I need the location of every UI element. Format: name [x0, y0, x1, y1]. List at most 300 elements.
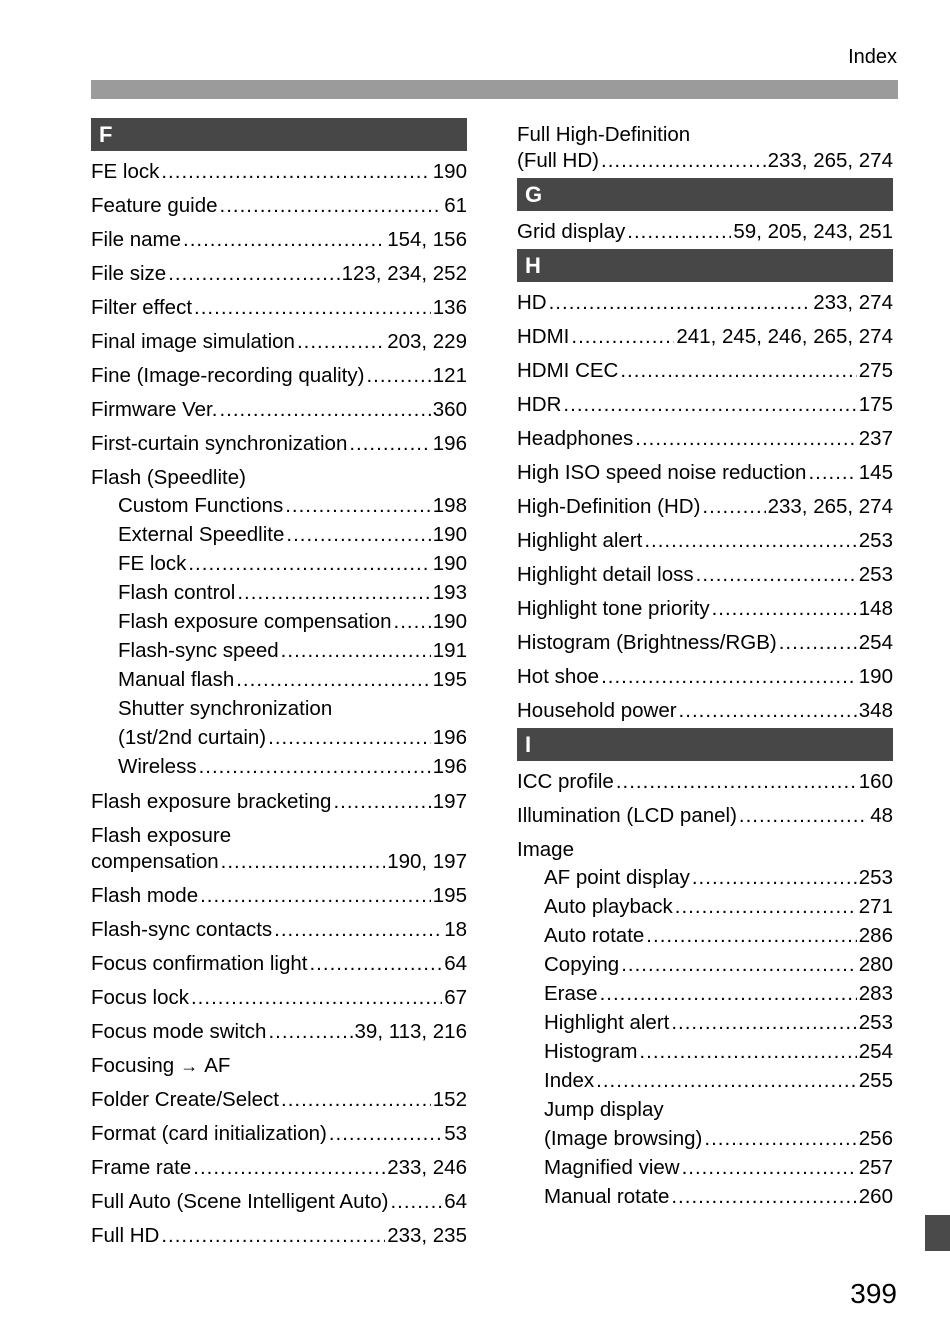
entry-pages: 196 — [432, 432, 467, 455]
index-subentry — [517, 921, 893, 950]
entry-pages: 275 — [858, 359, 893, 382]
index-entry — [517, 215, 893, 249]
see-target: AF — [204, 1054, 231, 1077]
leader-dots — [297, 329, 385, 355]
entry-label: (1st/2nd curtain) — [118, 726, 267, 749]
entry-pages: 190 — [432, 523, 467, 546]
index-entry — [517, 286, 893, 320]
index-entry — [517, 490, 893, 524]
entry-label: Auto rotate — [544, 924, 645, 947]
entry-label: Focus confirmation light — [91, 952, 308, 975]
entry-pages: 190 — [432, 552, 467, 575]
entry-pages: 152 — [432, 1088, 467, 1111]
index-subentry — [517, 892, 893, 921]
entry-pages: 348 — [858, 699, 893, 722]
leader-dots — [601, 148, 766, 174]
index-line — [517, 358, 893, 384]
index-entry — [517, 422, 893, 456]
entry-label: File size — [91, 262, 167, 285]
index-line — [91, 917, 467, 943]
leader-dots — [366, 363, 430, 389]
leader-dots — [281, 636, 431, 665]
index-subentry — [91, 520, 467, 549]
leader-dots — [221, 849, 386, 875]
leader-dots — [349, 431, 430, 457]
index-line — [118, 549, 467, 578]
index-line — [91, 1121, 467, 1147]
index-line — [91, 1019, 467, 1045]
entry-label: Focusing — [91, 1054, 175, 1077]
entry-label: Index — [544, 1069, 595, 1092]
entry-pages: 196 — [432, 726, 467, 749]
leader-dots — [675, 892, 857, 921]
index-line — [91, 159, 467, 185]
leader-dots — [808, 460, 856, 486]
entry-label: Full Auto (Scene Intelligent Auto) — [91, 1190, 389, 1213]
index-entry — [517, 320, 893, 354]
entry-pages: 286 — [858, 924, 893, 947]
index-entry — [91, 1015, 467, 1049]
index-line — [517, 460, 893, 486]
entry-label: Focus lock — [91, 986, 189, 1009]
entry-pages: 148 — [858, 597, 893, 620]
index-line — [91, 329, 467, 355]
leader-dots — [285, 491, 431, 520]
index-entry — [517, 694, 893, 728]
index-line — [91, 295, 467, 321]
index-line — [91, 1155, 467, 1181]
entry-pages: 195 — [432, 884, 467, 907]
entry-label: Final image simulation — [91, 330, 295, 353]
entry-label: External Speedlite — [118, 523, 285, 546]
index-line — [544, 1153, 893, 1182]
index-line — [517, 392, 893, 418]
index-entry — [517, 592, 893, 626]
index-subentry — [91, 665, 467, 694]
entry-label: HDR — [517, 393, 562, 416]
entry-pages: 190 — [858, 665, 893, 688]
index-line — [517, 837, 893, 863]
entry-pages: 197 — [432, 790, 467, 813]
index-line — [118, 607, 467, 636]
entry-label: Headphones — [517, 427, 634, 450]
index-line — [544, 950, 893, 979]
index-entry — [91, 325, 467, 359]
entry-label: Erase — [544, 982, 598, 1005]
index-entry — [91, 879, 467, 913]
index-entry — [91, 393, 467, 427]
entry-label: Household power — [517, 699, 677, 722]
index-subentry — [91, 578, 467, 607]
leader-dots — [571, 324, 674, 350]
entry-label: Firmware Ver. — [91, 398, 218, 421]
entry-label: Highlight alert — [544, 1011, 670, 1034]
index-entry — [517, 524, 893, 558]
leader-dots — [333, 789, 430, 815]
index-group — [91, 461, 467, 785]
entry-pages: 233, 274 — [813, 291, 893, 314]
entry-pages: 233, 246 — [387, 1156, 467, 1179]
index-line — [544, 979, 893, 1008]
leader-dots — [596, 1066, 857, 1095]
leader-dots — [671, 1182, 856, 1211]
index-line — [118, 578, 467, 607]
leader-dots — [696, 562, 857, 588]
entry-label: Shutter synchronization — [118, 697, 333, 720]
entry-pages: 175 — [858, 393, 893, 416]
index-line — [517, 769, 893, 795]
leader-dots — [644, 528, 856, 554]
entry-pages: 190 — [432, 610, 467, 633]
leader-dots — [704, 1124, 856, 1153]
index-line — [118, 520, 467, 549]
entry-pages: 255 — [858, 1069, 893, 1092]
index-line — [544, 1008, 893, 1037]
index-line — [91, 261, 467, 287]
leader-dots — [394, 607, 431, 636]
index-entry — [517, 765, 893, 799]
index-subentry — [91, 752, 467, 781]
entry-label: HD — [517, 291, 547, 314]
entry-label: Feature guide — [91, 194, 218, 217]
index-line — [91, 951, 467, 977]
index-entry-see — [91, 1049, 467, 1083]
entry-label: Full HD — [91, 1224, 160, 1247]
index-line — [517, 698, 893, 724]
index-line — [544, 1124, 893, 1153]
index-subentry — [91, 694, 467, 752]
leader-dots — [183, 227, 385, 253]
leader-dots — [621, 950, 857, 979]
index-subentry — [91, 607, 467, 636]
index-entry — [517, 354, 893, 388]
index-line — [544, 1066, 893, 1095]
header-rule — [91, 80, 898, 99]
letter-heading: H — [517, 249, 893, 282]
index-column-right — [517, 118, 893, 1215]
entry-pages: 48 — [870, 804, 893, 827]
leader-dots — [682, 1153, 857, 1182]
leader-dots — [646, 921, 856, 950]
entry-label: Flash mode — [91, 884, 199, 907]
leader-dots — [600, 979, 857, 1008]
entry-pages: 64 — [444, 952, 467, 975]
entry-label: First-curtain synchronization — [91, 432, 348, 455]
leader-dots — [712, 596, 857, 622]
entry-label: Auto playback — [544, 895, 673, 918]
index-line — [517, 219, 893, 245]
index-entry — [517, 660, 893, 694]
leader-dots — [390, 1189, 442, 1215]
index-entry — [91, 427, 467, 461]
index-line — [91, 1223, 467, 1249]
index-subentry — [517, 1153, 893, 1182]
entry-pages: 154, 156 — [387, 228, 467, 251]
index-entry — [91, 1151, 467, 1185]
entry-label: FE lock — [91, 160, 160, 183]
index-line — [517, 630, 893, 656]
entry-pages: 145 — [858, 461, 893, 484]
entry-pages: 193 — [432, 581, 467, 604]
entry-label: compensation — [91, 850, 219, 873]
entry-label: Flash (Speedlite) — [91, 466, 246, 489]
index-line — [91, 823, 467, 849]
entry-label: AF point display — [544, 866, 690, 889]
index-line — [91, 1189, 467, 1215]
index-line — [118, 491, 467, 520]
index-line — [91, 363, 467, 389]
leader-dots — [616, 769, 857, 795]
index-entry — [91, 981, 467, 1015]
entry-label: Grid display — [517, 220, 626, 243]
entry-label: Copying — [544, 953, 620, 976]
index-line — [517, 562, 893, 588]
index-line — [91, 883, 467, 909]
index-line — [91, 1053, 467, 1079]
entry-label: (Full HD) — [517, 149, 599, 172]
index-line — [91, 849, 467, 875]
index-line — [517, 148, 893, 174]
entry-pages: 257 — [858, 1156, 893, 1179]
index-line — [118, 694, 467, 723]
index-entry — [517, 799, 893, 833]
entry-pages: 39, 113, 216 — [354, 1020, 467, 1043]
leader-dots — [188, 549, 430, 578]
leader-dots — [779, 630, 857, 656]
index-line — [517, 528, 893, 554]
leader-dots — [200, 883, 431, 909]
entry-label: Highlight alert — [517, 529, 643, 552]
leader-dots — [620, 358, 856, 384]
leader-dots — [329, 1121, 442, 1147]
leader-dots — [199, 752, 431, 781]
leader-dots — [219, 397, 430, 423]
index-entry — [91, 1219, 467, 1253]
leader-dots — [193, 1155, 385, 1181]
entry-pages: 203, 229 — [387, 330, 467, 353]
index-entry — [517, 558, 893, 592]
entry-pages: 18 — [444, 918, 467, 941]
entry-pages: 254 — [858, 1040, 893, 1063]
index-line — [118, 752, 467, 781]
leader-dots — [635, 426, 857, 452]
index-subentry — [91, 549, 467, 578]
index-line — [544, 1182, 893, 1211]
index-subentry — [91, 491, 467, 520]
index-line — [517, 596, 893, 622]
index-entry — [517, 456, 893, 490]
index-line — [517, 803, 893, 829]
entry-pages: 61 — [444, 194, 467, 217]
entry-pages: 237 — [858, 427, 893, 450]
index-subentry — [517, 1037, 893, 1066]
leader-dots — [286, 520, 430, 549]
index-entry — [91, 819, 467, 879]
index-line — [544, 863, 893, 892]
index-line — [91, 1087, 467, 1113]
entry-label: Flash-sync speed — [118, 639, 279, 662]
index-line — [517, 494, 893, 520]
leader-dots — [692, 863, 857, 892]
leader-dots — [237, 578, 430, 607]
entry-pages: 233, 265, 274 — [767, 149, 893, 172]
letter-heading: I — [517, 728, 893, 761]
entry-label: Frame rate — [91, 1156, 192, 1179]
letter-heading: F — [91, 118, 467, 151]
index-line — [118, 723, 467, 752]
entry-label: Manual flash — [118, 668, 235, 691]
entry-label: Flash exposure bracketing — [91, 790, 332, 813]
leader-dots — [563, 392, 856, 418]
index-line — [91, 397, 467, 423]
index-entry — [91, 291, 467, 325]
leader-dots — [268, 1019, 352, 1045]
entry-pages: 233, 265, 274 — [767, 495, 893, 518]
entry-pages: 123, 234, 252 — [341, 262, 467, 285]
entry-pages: 280 — [858, 953, 893, 976]
entry-pages: 253 — [858, 1011, 893, 1034]
index-entry — [91, 947, 467, 981]
entry-label: Full High-Definition — [517, 123, 691, 146]
entry-label: Wireless — [118, 755, 197, 778]
leader-dots — [220, 193, 443, 219]
entry-label: Fine (Image-recording quality) — [91, 364, 365, 387]
entry-label: Magnified view — [544, 1156, 680, 1179]
leader-dots — [601, 664, 857, 690]
index-line — [517, 664, 893, 690]
index-group — [517, 833, 893, 1215]
entry-pages: 253 — [858, 866, 893, 889]
letter-heading: G — [517, 178, 893, 211]
entry-label: Hot shoe — [517, 665, 600, 688]
leader-dots — [739, 803, 868, 829]
entry-pages: 233, 235 — [387, 1224, 467, 1247]
entry-label: (Image browsing) — [544, 1127, 703, 1150]
entry-label: Focus mode switch — [91, 1020, 267, 1043]
entry-pages: 59, 205, 243, 251 — [733, 220, 893, 243]
leader-dots — [191, 985, 442, 1011]
entry-pages: 53 — [444, 1122, 467, 1145]
entry-label: ICC profile — [517, 770, 614, 793]
section-header: Index — [848, 46, 897, 68]
leader-dots — [268, 723, 431, 752]
index-column-left — [91, 118, 467, 1253]
leader-dots — [702, 494, 765, 520]
leader-dots — [671, 1008, 856, 1037]
index-entry — [91, 359, 467, 393]
index-entry — [91, 223, 467, 257]
index-line — [544, 1037, 893, 1066]
entry-pages: 271 — [858, 895, 893, 918]
index-subentry — [517, 1008, 893, 1037]
entry-pages: 253 — [858, 563, 893, 586]
index-line — [91, 431, 467, 457]
index-entry — [91, 1083, 467, 1117]
index-entry — [91, 189, 467, 223]
entry-pages: 64 — [444, 1190, 467, 1213]
entry-label: Folder Create/Select — [91, 1088, 280, 1111]
index-line — [91, 227, 467, 253]
entry-label: Flash control — [118, 581, 236, 604]
entry-label: Illumination (LCD panel) — [517, 804, 737, 827]
index-line — [517, 324, 893, 350]
index-subentry — [91, 636, 467, 665]
index-entry — [91, 913, 467, 947]
entry-pages: 260 — [858, 1185, 893, 1208]
index-entry — [91, 1117, 467, 1151]
entry-label: Highlight tone priority — [517, 597, 710, 620]
entry-label: Image — [517, 838, 574, 861]
page-number: 399 — [850, 1278, 897, 1309]
entry-label: Flash exposure — [91, 824, 232, 847]
leader-dots — [168, 261, 339, 287]
leader-dots — [236, 665, 431, 694]
index-entry — [91, 257, 467, 291]
entry-label: High-Definition (HD) — [517, 495, 701, 518]
index-entry — [517, 626, 893, 660]
entry-pages: 360 — [432, 398, 467, 421]
index-subentry — [517, 1066, 893, 1095]
leader-dots — [161, 1223, 385, 1249]
index-entry — [517, 118, 893, 178]
entry-label: Highlight detail loss — [517, 563, 694, 586]
leader-dots — [281, 1087, 431, 1113]
entry-label: Manual rotate — [544, 1185, 670, 1208]
entry-label: High ISO speed noise reduction — [517, 461, 807, 484]
leader-dots — [679, 698, 857, 724]
index-line — [91, 789, 467, 815]
index-entry — [517, 388, 893, 422]
see-arrow-icon: → — [180, 1056, 199, 1076]
entry-label: Histogram (Brightness/RGB) — [517, 631, 777, 654]
entry-label: Format (card initialization) — [91, 1122, 327, 1145]
index-line — [544, 921, 893, 950]
index-line — [118, 665, 467, 694]
entry-label: FE lock — [118, 552, 187, 575]
entry-pages: 160 — [858, 770, 893, 793]
index-line — [517, 426, 893, 452]
leader-dots — [639, 1037, 856, 1066]
index-line — [118, 636, 467, 665]
leader-dots — [274, 917, 442, 943]
index-subentry — [517, 950, 893, 979]
leader-dots — [549, 290, 812, 316]
index-subentry — [517, 1182, 893, 1211]
entry-label: File name — [91, 228, 182, 251]
entry-label: Histogram — [544, 1040, 638, 1063]
index-entry — [91, 785, 467, 819]
entry-pages: 195 — [432, 668, 467, 691]
index-line — [544, 1095, 893, 1124]
index-line — [544, 892, 893, 921]
entry-pages: 67 — [444, 986, 467, 1009]
entry-pages: 191 — [432, 639, 467, 662]
section-tab-marker — [925, 1215, 950, 1251]
entry-pages: 256 — [858, 1127, 893, 1150]
entry-label: Flash exposure compensation — [118, 610, 392, 633]
index-line — [91, 465, 467, 491]
entry-label: Flash-sync contacts — [91, 918, 273, 941]
index-line — [91, 985, 467, 1011]
entry-label: Custom Functions — [118, 494, 284, 517]
leader-dots — [309, 951, 442, 977]
entry-pages: 190 — [432, 160, 467, 183]
entry-pages: 241, 245, 246, 265, 274 — [676, 325, 893, 348]
entry-pages: 254 — [858, 631, 893, 654]
leader-dots — [194, 295, 431, 321]
entry-pages: 196 — [432, 755, 467, 778]
entry-label: HDMI CEC — [517, 359, 619, 382]
